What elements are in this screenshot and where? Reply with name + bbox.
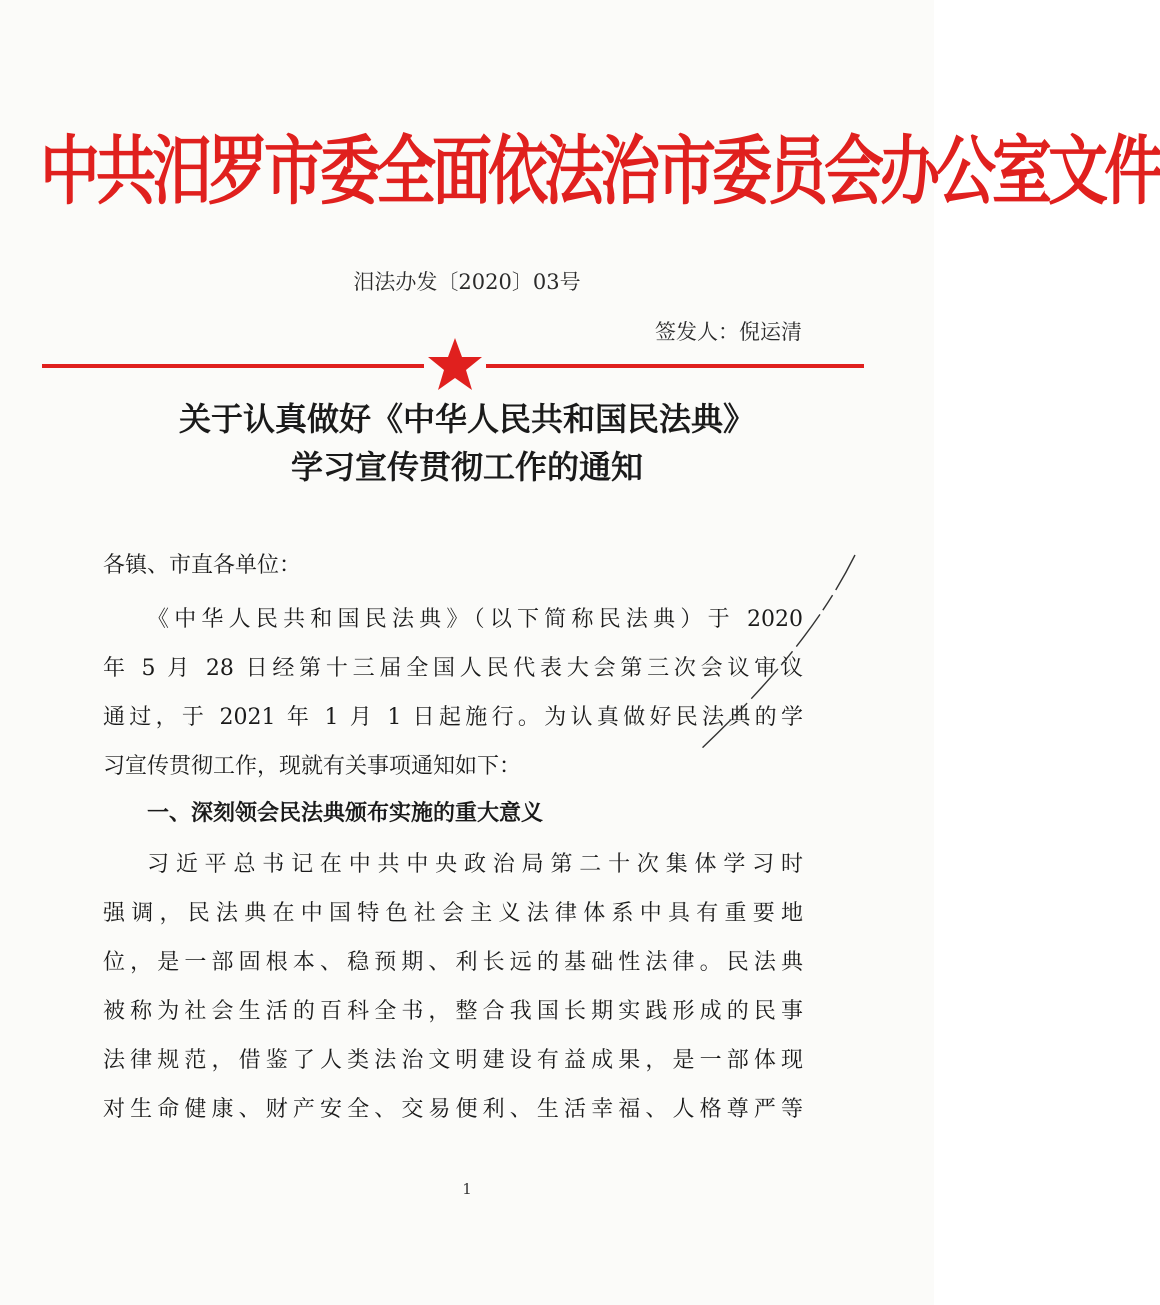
section1-line: 习近平总书记在中共中央政治局第二十次集体学习时 xyxy=(147,852,803,877)
red-divider-right xyxy=(486,364,864,368)
red-header-title: 中共汨罗市委全面依法治市委员会办公室文件 xyxy=(40,128,1160,216)
section1-line: 位，是一部固根本、稳预期、利长远的基础性法律。民法典 xyxy=(103,950,803,975)
notice-title-line1: 关于认真做好《中华人民共和国民法典》 xyxy=(178,400,755,438)
intro-line: 习宣传贯彻工作，现就有关事项通知如下： xyxy=(103,754,522,779)
page-number: 1 xyxy=(462,1180,472,1198)
pen-stroke-mark xyxy=(680,545,880,765)
salutation: 各镇、市直各单位： xyxy=(103,553,302,578)
intro-line: 《中华人民共和国民法典》（以下简称民法典）于 2020 xyxy=(147,607,803,632)
section1-heading: 一、深刻领会民法典颁布实施的重大意义 xyxy=(147,801,544,826)
section1-line: 被称为社会生活的百科全书，整合我国长期实践形成的民事 xyxy=(103,999,803,1024)
notice-title-line2: 学习宣传贯彻工作的通知 xyxy=(290,448,643,486)
intro-line: 年 5 月 28 日经第十三届全国人民代表大会第三次会议审议 xyxy=(103,656,803,681)
section1-line: 对生命健康、财产安全、交易便利、生活幸福、人格尊严等 xyxy=(103,1097,803,1122)
section1-line: 法律规范，借鉴了人类法治文明建设有益成果，是一部体现 xyxy=(103,1048,803,1073)
red-divider-left xyxy=(42,364,424,368)
section1-line: 强调，民法典在中国特色社会主义法律体系中具有重要地 xyxy=(103,901,803,926)
document-number: 汨法办发〔2020〕03号 xyxy=(353,270,581,294)
red-star-icon xyxy=(425,336,485,394)
signer-label: 签发人：倪运清 xyxy=(655,320,802,344)
intro-line: 通过，于 2021 年 1 月 1 日起施行。为认真做好民法典的学 xyxy=(103,705,803,730)
section1-paragraph xyxy=(103,840,803,1134)
